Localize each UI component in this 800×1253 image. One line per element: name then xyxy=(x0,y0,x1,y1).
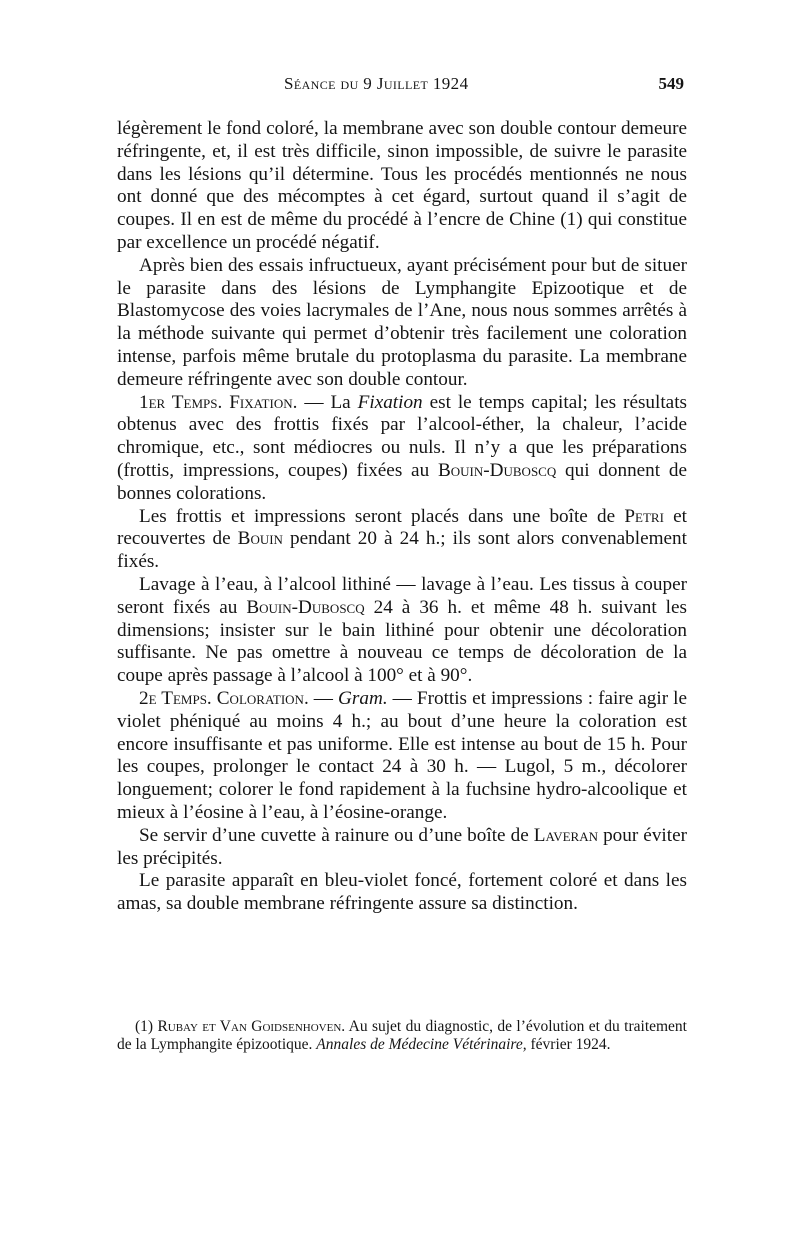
text-run: Se servir d’une cuvette à rainure ou d’une boîte de xyxy=(139,824,534,846)
paragraph-lavage xyxy=(117,574,687,688)
text-run: Les frottis et impressions seront placés dans une boîte de xyxy=(139,505,625,527)
paragraph-fixation xyxy=(117,392,687,506)
paragraph-continuation: légèrement le fond coloré, la membrane avec son double contour demeure réfringente, et, il est très difficile, sinon impossible, de suivre le parasite dans les lésions qu’il détermine. Tous les procédés mentionnés ne nous ont donné que des mécomptes à cet égard, surtout quand il s’agit de coupes. Il en est de même du procédé à l’encre de Chine (1) qui constitue par excellence un procédé négatif. xyxy=(117,118,687,253)
text-run: — Frottis et impressions : faire agir le violet phéniqué au moins 4 h.; au bout d’une heure la coloration est encore insuffisante et pas uniforme. Elle est intense au bout de 15 h. Pour les coupes, prolonger le contact 24 à 30 h. — Lugol, 5 m., décolorer longuement; colorer le fond rapidement à la fuchsine hydro-alcoolique et mieux à l’éosine à l’eau, à l’éosine-orange. xyxy=(117,687,687,823)
footnote xyxy=(117,1018,687,1055)
body-text xyxy=(117,118,687,916)
name-laveran: Laveran xyxy=(533,824,599,846)
name-bouin-duboscq: Bouin-Duboscq xyxy=(246,596,365,618)
text-run: Au sujet du diagnostic, de l’évolution et du traitement de la Lymphangite épizootique. xyxy=(117,1018,687,1054)
step-heading-fixation: 1er Temps. Fixation. xyxy=(139,391,298,413)
step-heading-coloration: 2e Temps. Coloration. xyxy=(139,687,309,709)
paragraph-cuvette xyxy=(117,825,687,871)
paragraph-coloration xyxy=(117,688,687,825)
name-bouin-duboscq: Bouin-Duboscq xyxy=(437,459,557,481)
text-run: — xyxy=(308,687,339,709)
footnote-journal: Annales de Médecine Vétérinaire, xyxy=(316,1036,527,1054)
running-header xyxy=(118,74,684,100)
paragraph-conclusion: Le parasite apparaît en bleu-violet foncé, fortement coloré et dans les amas, sa double membrane réfringente assure sa distinction. xyxy=(117,870,687,915)
text-run: est le temps capital; les résultats obtenus avec des frottis fixés par l’alcool-éther, la chaleur, l’acide chromique, etc., sont médiocres ou nuls. Il n’y a que les préparations (frottis, impressions, coupes) fixées au xyxy=(117,391,687,481)
paragraph-frottis xyxy=(117,506,687,574)
text-run: Lavage à l’eau, à l’alcool lithiné — lavage à l’eau. Les tissus à couper seront fixés au xyxy=(117,573,687,618)
emphasis-gram: Gram. xyxy=(338,687,388,709)
footnote-marker: (1) xyxy=(135,1018,158,1035)
text-run: février 1924. xyxy=(526,1036,611,1054)
page-number: 549 xyxy=(658,74,684,93)
text-run: pendant 20 à 24 h.; ils sont alors convenablement fixés. xyxy=(117,528,687,573)
name-bouin: Bouin xyxy=(237,528,283,550)
text-run: et recouvertes de xyxy=(117,505,687,550)
name-petri: Petri xyxy=(624,505,664,527)
text-run: — La xyxy=(297,391,358,413)
text-run: pour éviter les précipités. xyxy=(117,824,687,869)
footnote-1 xyxy=(117,1018,687,1055)
footnote-authors: Rubay et Van Goidsenhoven. xyxy=(157,1018,346,1035)
paragraph-method-intro: Après bien des essais infructueux, ayant précisément pour but de situer le parasite dans des lésions de Lymphangite Epizootique et de Blastomycose des voies lacrymales de l’Ane, nous nous sommes arrêtés à la méthode suivante qui permet d’obtenir très facilement une coloration intense, parfois même brutale du protoplasma du parasite. La membrane demeure réfringente avec son double contour. xyxy=(117,254,687,390)
text-run: 24 à 36 h. et même 48 h. suivant les dimensions; insister sur le bain lithiné pour obtenir une décoloration suffisante. Ne pas omettre à nouveau ce temps de décoloration de la coupe après passage à l’alcool à 100° et à 90°. xyxy=(117,596,687,687)
text-run: qui donnent de bonnes colorations. xyxy=(117,459,687,504)
emphasis-fixation: Fixation xyxy=(357,391,423,413)
running-title: Séance du 9 Juillet 1924 xyxy=(284,74,469,93)
